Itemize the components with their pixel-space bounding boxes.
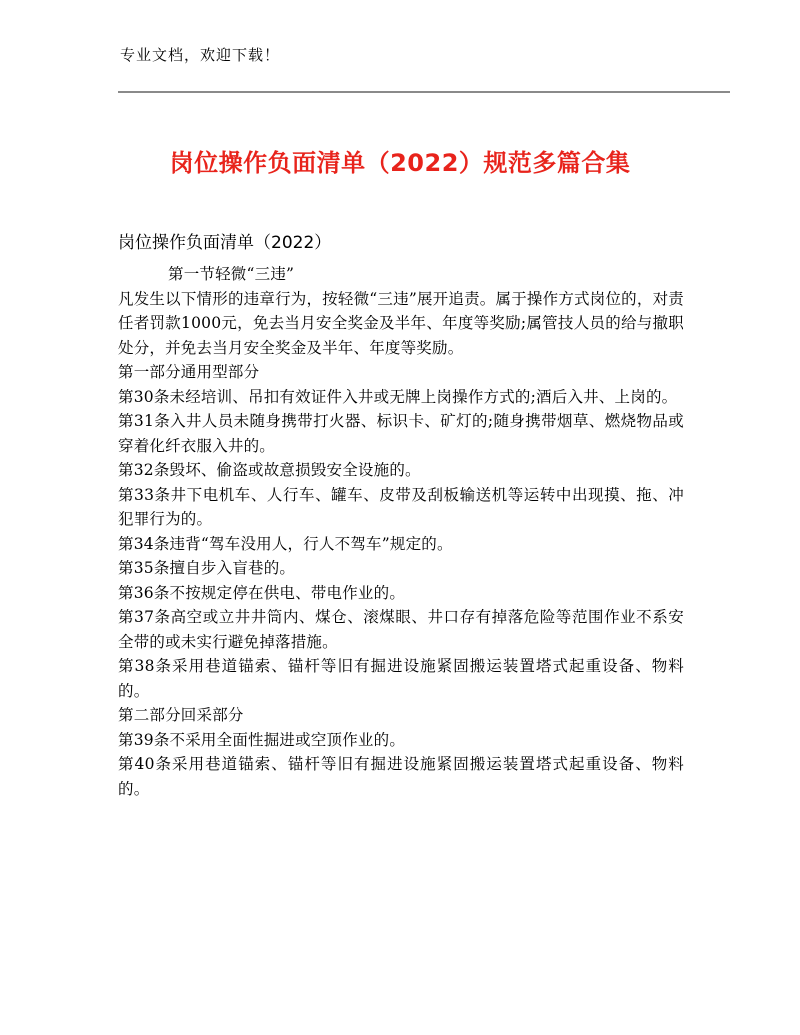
- section-title: 岗位操作负面清单（2022）: [118, 233, 332, 253]
- article-paragraph: 第38条采用巷道锚索、锚杆等旧有掘进设施紧固搬运装置塔式起重设备、物料的。: [118, 657, 684, 700]
- article-paragraph: 第40条采用巷道锚索、锚杆等旧有掘进设施紧固搬运装置塔式起重设备、物料的。: [118, 755, 684, 798]
- paragraph: 凡发生以下情形的违章行为，按轻微“三违”展开追责。属于操作方式岗位的，对责任者罚款1000元，免去当月安全奖金及半年、年度等奖励;属管技人员的给与撤职处分，并免去当月安全奖金及半年、年度等奖励。: [118, 289, 684, 357]
- document-title: 岗位操作负面清单（2022）规范多篇合集: [169, 149, 631, 177]
- article-paragraph: 第37条高空或立井井筒内、煤仓、滚煤眼、井口存有掉落危险等范围作业不系安全带的或未实行避免掉落措施。: [118, 608, 684, 651]
- article-paragraph: 第36条不按规定停在供电、带电作业的。: [118, 583, 406, 602]
- article-paragraph: 第30条未经培训、吊扣有效证件入井或无牌上岗操作方式的;酒后入井、上岗的。: [118, 387, 678, 406]
- part-heading: 第一部分通用型部分: [118, 363, 260, 381]
- subsection-heading: 第一节轻微“三违”: [168, 265, 295, 283]
- document-body: [118, 262, 684, 801]
- article-paragraph: 第34条违背“驾车没用人，行人不驾车”规定的。: [118, 534, 453, 553]
- article-paragraph: 第32条毁坏、偷盗或故意损毁安全设施的。: [118, 461, 421, 479]
- article-paragraph: 第31条入井人员未随身携带打火器、标识卡、矿灯的;随身携带烟草、燃烧物品或穿着化纤衣服入井的。: [118, 412, 684, 455]
- page-header-text: 专业文档，欢迎下载！: [120, 46, 281, 64]
- article-paragraph: 第33条井下电机车、人行车、罐车、皮带及刮板输送机等运转中出现摸、拖、冲犯罪行为的。: [118, 485, 684, 528]
- article-paragraph: 第39条不采用全面性掘进或空顶作业的。: [118, 730, 406, 749]
- part-heading: 第二部分回采部分: [118, 706, 244, 724]
- header-divider: [118, 91, 730, 93]
- article-paragraph: 第35条擅自步入盲巷的。: [118, 559, 296, 577]
